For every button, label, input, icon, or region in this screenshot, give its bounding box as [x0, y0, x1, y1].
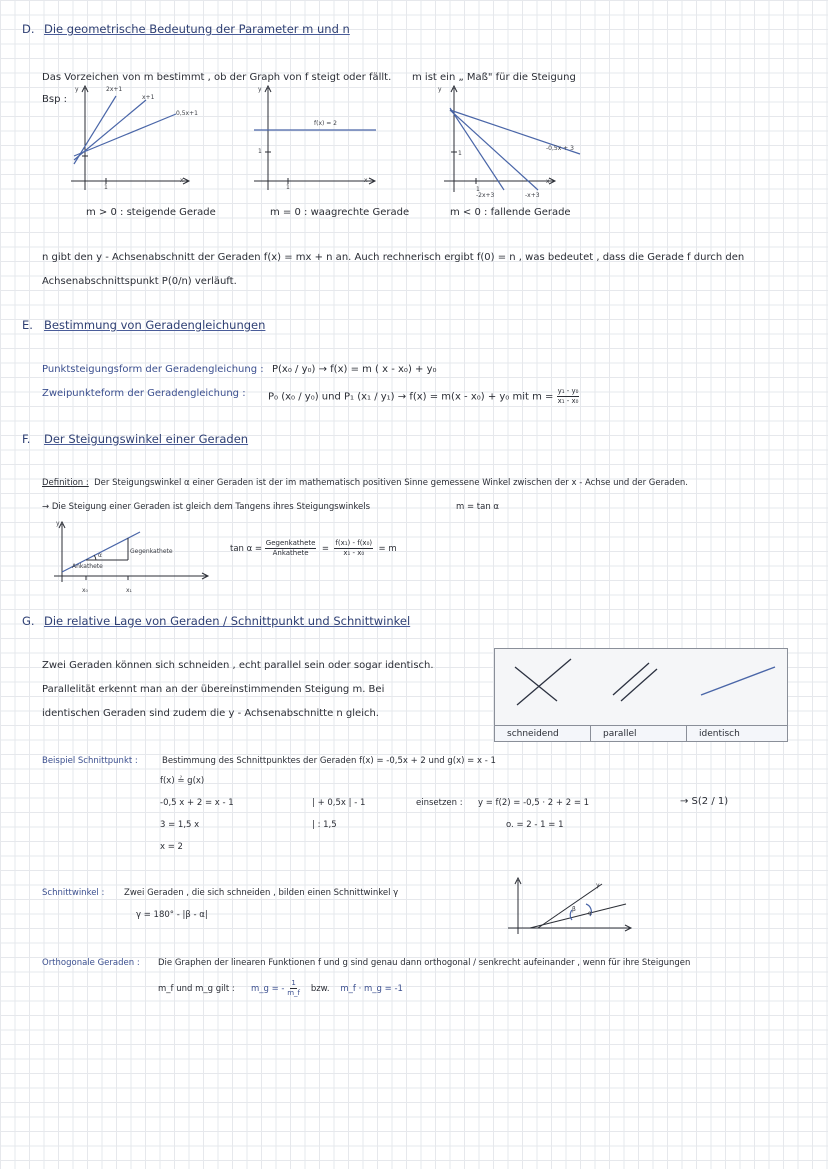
cell-identical: [687, 649, 787, 725]
equals: =: [321, 544, 329, 554]
graph-positive-slope: [68, 84, 193, 194]
example-intersection-text: Bestimmung des Schnittpunktes der Geraden f(x) = -0,5x + 2 und g(x) = x - 1: [162, 756, 496, 766]
mg-lhs: m_g = -: [250, 984, 285, 994]
caption-zero: m = 0 : waagrechte Gerade: [270, 207, 410, 218]
angle-label: Schnittwinkel :: [42, 888, 105, 898]
orthogonal-condition: [158, 980, 403, 997]
parallel-lines-icon: [591, 649, 687, 725]
intro-sign: Das Vorzeichen von m bestimmt , ob der Graph von f steigt oder fällt.: [42, 72, 392, 83]
intersection-result: → S(2 / 1): [680, 796, 729, 807]
axis-y-label: y: [438, 86, 442, 93]
cell-parallel: [591, 649, 688, 725]
slope-fraction: [557, 388, 580, 405]
product-condition: m_f · m_g = -1: [340, 984, 403, 994]
substitute-line: o. = 2 - 1 = 1: [506, 820, 564, 830]
label-identical: identisch: [687, 725, 787, 741]
example-label: Bsp :: [42, 94, 67, 105]
calc-line: x = 2: [160, 842, 183, 852]
axis-x-label: x: [546, 178, 550, 185]
calc-line: -0,5 x + 2 = x - 1: [160, 798, 234, 808]
tangent-formula: [230, 540, 397, 557]
reciprocal-fraction: [287, 980, 300, 997]
line-label: f(x) = 2: [314, 120, 338, 127]
section-letter: E.: [22, 318, 33, 332]
fraction-numerator: y₁ - y₀: [557, 387, 579, 395]
x0-label: x₀: [82, 587, 88, 594]
definition-text: Der Steigungswinkel α einer Geraden ist der im mathematisch positiven Sinne gemessene Winkel zwischen der x - Achse und der Geraden.: [94, 478, 689, 488]
graph-zero-slope: [252, 84, 382, 194]
fraction-denominator: Ankathete: [272, 549, 309, 557]
angle-gamma: γ: [596, 882, 600, 889]
two-point-label: Zweipunkteform der Geradengleichung :: [42, 388, 246, 399]
position-text-2: Parallelität erkennt man an der übereinstimmenden Steigung m. Bei: [42, 684, 385, 695]
difference-quotient: [334, 540, 373, 557]
x1-label: x₁: [126, 587, 132, 594]
section-title: Bestimmung von Geradengleichungen: [44, 318, 266, 332]
tick-label: 1: [286, 184, 290, 191]
line-label: -2x+3: [476, 192, 495, 199]
orthogonal-text: Die Graphen der linearen Funktionen f und g sind genau dann orthogonal / senkrecht aufeinander , wenn für ihre Steigungen: [158, 958, 691, 968]
substitute-label: einsetzen :: [416, 798, 463, 808]
angle-alpha: α: [98, 552, 102, 559]
section-d-heading: [22, 22, 350, 36]
section-e-heading: [22, 318, 265, 332]
label-intersecting: schneidend: [495, 725, 591, 741]
label-parallel: parallel: [591, 725, 687, 741]
intersection-angle-figure: [506, 876, 636, 938]
line-label: 2x+1: [106, 86, 123, 93]
section-letter: D.: [22, 22, 35, 36]
fraction-numerator: f(x₁) - f(x₀): [335, 539, 373, 547]
intersecting-lines-icon: [495, 649, 591, 725]
two-point-formula: [268, 388, 579, 405]
n-explanation: n gibt den y - Achsenabschnitt der Geraden f(x) = mx + n an. Auch rechnerisch ergibt f(0) = n , was bedeutet , dass die Gerade f durch den: [42, 252, 745, 263]
tick-label: 1: [458, 150, 462, 157]
example-intersection-label: Beispiel Schnittpunkt :: [42, 756, 138, 766]
tangent-statement: → Die Steigung einer Geraden ist gleich dem Tangens ihres Steigungswinkels: [42, 502, 371, 512]
position-text-3: identischen Geraden sind zudem die y - Achsenabschnitte n gleich.: [42, 708, 379, 719]
tan-lhs: tan α =: [230, 544, 263, 554]
axis-x-label: x: [364, 177, 368, 184]
orthogonal-intro: m_f und m_g gilt :: [158, 984, 235, 994]
calc-operation: | : 1,5: [312, 820, 337, 830]
fraction-denominator: m_f: [287, 989, 300, 997]
trig-fraction: [265, 540, 317, 557]
slope-triangle-figure: [52, 520, 212, 595]
tick-label: 1: [104, 184, 108, 191]
graph-negative-slope: [442, 84, 592, 199]
point-slope-formula: P(x₀ / y₀) → f(x) = m ( x - x₀) + y₀: [272, 364, 437, 375]
opposite-label: Gegenkathete: [130, 548, 173, 555]
two-point-text: P₀ (x₀ / y₀) und P₁ (x₁ / y₁) → f(x) = m(x - x₀) + y₀ mit m =: [268, 391, 554, 403]
angle-alpha: α: [588, 910, 592, 917]
point-slope-label: Punktsteigungsform der Geradengleichung :: [42, 364, 264, 375]
calc-operation: | + 0,5x | - 1: [312, 798, 366, 808]
section-g-heading: [22, 614, 410, 628]
tick-label: 1: [258, 148, 262, 155]
axis-x-label: x: [180, 177, 184, 184]
axis-y-label: y: [75, 86, 79, 93]
angle-text: Zwei Geraden , die sich schneiden , bilden einen Schnittwinkel γ: [124, 888, 399, 898]
fraction-numerator: 1: [291, 979, 296, 987]
cell-intersecting: [495, 649, 592, 725]
caption-negative: m < 0 : fallende Gerade: [450, 207, 571, 218]
fraction-denominator: x₁ - x₀: [557, 397, 579, 405]
line-label: -x+3: [525, 192, 540, 199]
identical-lines-icon: [687, 649, 787, 725]
position-text-1: Zwei Geraden können sich schneiden , echt parallel sein oder sogar identisch.: [42, 660, 434, 671]
equals-m: = m: [378, 544, 397, 554]
section-title: Die relative Lage von Geraden / Schnittpunkt und Schnittwinkel: [44, 614, 411, 628]
adjacent-label: Ankathete: [72, 563, 103, 570]
fraction-denominator: x₁ - x₀: [343, 549, 365, 557]
line-label: 0,5x+1: [176, 110, 198, 117]
section-title: Die geometrische Bedeutung der Parameter m und n: [44, 22, 350, 36]
angle-formula: γ = 180° - |β - α|: [136, 910, 208, 920]
calc-line: f(x) ≟ g(x): [160, 776, 205, 786]
angle-beta: β: [572, 906, 576, 913]
line-label: x+1: [142, 94, 155, 101]
calc-line: 3 = 1,5 x: [160, 820, 200, 830]
orthogonal-label: Orthogonale Geraden :: [42, 958, 140, 968]
section-f-heading: [22, 432, 248, 446]
caption-positive: m > 0 : steigende Gerade: [86, 207, 216, 218]
bzw: bzw.: [310, 984, 330, 994]
axis-y-label: y: [258, 86, 262, 93]
line-label: -0,5x + 3: [546, 145, 574, 152]
definition-line: [42, 478, 688, 488]
definition-label: Definition :: [42, 478, 89, 488]
intro-measure: m ist ein „ Maß" für die Steigung: [412, 72, 576, 83]
section-letter: F.: [22, 432, 31, 446]
section-title: Der Steigungswinkel einer Geraden: [44, 432, 249, 446]
n-explanation-2: Achsenabschnittspunkt P(0/n) verläuft.: [42, 276, 237, 287]
substitute-line: y = f(2) = -0,5 · 2 + 2 = 1: [478, 798, 590, 808]
relative-position-table: [494, 648, 788, 742]
axis-y-label: y: [56, 520, 60, 527]
tick-label: 1: [476, 186, 480, 193]
fraction-numerator: Gegenkathete: [265, 539, 316, 547]
section-letter: G.: [22, 614, 35, 628]
m-tan-formula: m = tan α: [456, 502, 500, 512]
